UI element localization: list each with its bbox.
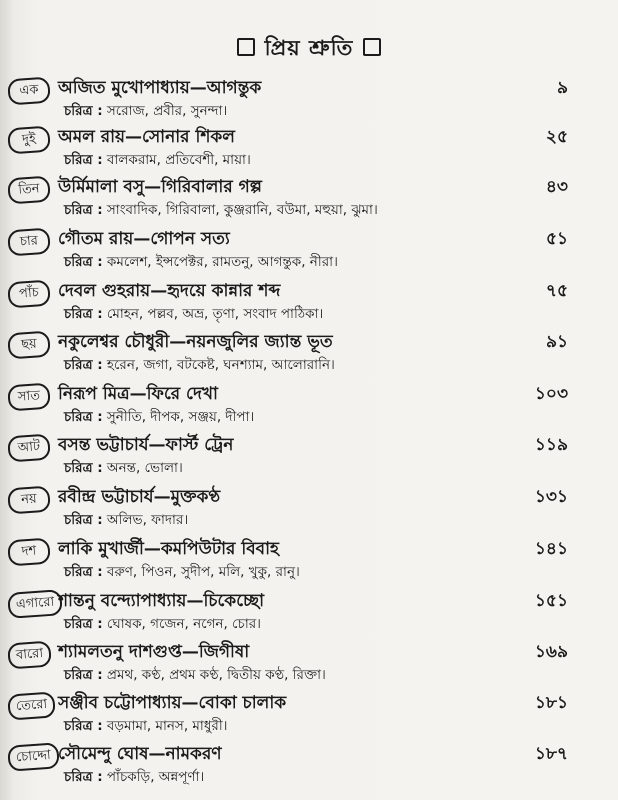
entry-dash: — <box>144 177 162 197</box>
title-box-left-icon <box>237 38 255 56</box>
entry-page-number: ৪৩ <box>545 177 568 197</box>
characters-label: চরিত্র : <box>64 667 103 683</box>
entry-story-title: আগন্তুক <box>206 78 262 98</box>
characters-list: মোহন, পল্লব, অভ্র, তৃণা, সংবাদ পাঠিকা। <box>106 306 324 322</box>
entry-number-badge: ছয় <box>7 331 51 360</box>
entry-page-number: ২৫ <box>545 127 568 147</box>
toc-entry <box>0 278 618 324</box>
entry-characters <box>64 304 323 324</box>
entry-heading <box>58 124 235 150</box>
entry-dash: — <box>133 229 151 249</box>
entry-number-badge: এক <box>7 77 51 106</box>
entry-characters <box>64 252 338 272</box>
characters-label: চরিত্র : <box>64 306 103 322</box>
entry-dash: — <box>125 127 143 147</box>
entry-page-number: ১৪১ <box>534 539 568 559</box>
entry-number-badge: চার <box>7 228 51 257</box>
characters-label: চরিত্র : <box>64 718 103 734</box>
entry-page-number: ১০৩ <box>534 384 568 404</box>
characters-list: হরেন, জগা, বটকেষ্ট, ঘনশ্যাম, আলোরানি। <box>106 357 335 373</box>
entry-author: সঞ্জীব চট্টোপাধ্যায় <box>58 693 182 713</box>
entry-story-title: ফিরে দেখা <box>146 384 218 404</box>
entry-number-badge: তেরো <box>7 691 56 720</box>
characters-list: সরোজ, প্রবীর, সুনন্দা। <box>106 103 228 119</box>
entry-heading <box>58 381 218 407</box>
entry-story-title: ফার্স্ট ট্রেন <box>165 435 234 455</box>
entry-story-title: হৃদয়ে কান্নার শব্দ <box>167 281 281 301</box>
entry-heading <box>58 536 279 562</box>
entry-page-number: ১১৯ <box>534 435 568 455</box>
characters-label: চরিত্র : <box>64 254 103 270</box>
entry-dash: — <box>181 642 199 662</box>
entry-characters <box>64 101 227 121</box>
entry-characters <box>64 150 251 170</box>
entry-story-title: মুক্তকণ্ঠ <box>170 487 221 507</box>
entry-page-number: ১৩১ <box>534 487 568 507</box>
entry-page-number: ৯ <box>556 78 568 98</box>
characters-list: কমলেশ, ইন্সপেক্টর, রামতনু, আগন্তুক, নীরা। <box>106 254 338 270</box>
entry-dash: — <box>189 78 207 98</box>
entry-dash: — <box>153 487 171 507</box>
entry-dash: — <box>148 435 166 455</box>
characters-label: চরিত্র : <box>64 152 103 168</box>
entry-number-badge: তিন <box>7 176 51 205</box>
entry-author: শ্যামলতনু দাশগুপ্ত <box>58 642 182 662</box>
toc-entry <box>0 639 618 685</box>
toc-entry <box>0 536 618 582</box>
entry-characters <box>64 458 183 478</box>
entry-story-title: গোপন সত্য <box>150 229 230 249</box>
entry-number-badge: চোদ্দো <box>7 742 59 771</box>
entry-dash: — <box>148 744 166 764</box>
entry-characters <box>64 200 378 220</box>
characters-list: অলিভ, ফাদার। <box>106 512 189 528</box>
characters-label: চরিত্র : <box>64 769 103 785</box>
entry-story-title: সোনার শিকল <box>142 127 235 147</box>
entry-heading <box>58 484 220 510</box>
entry-page-number: ৭৫ <box>545 281 568 301</box>
characters-label: চরিত্র : <box>64 409 103 425</box>
characters-list: পাঁচকড়ি, অন্নপূর্ণা। <box>106 769 205 785</box>
entry-heading <box>58 588 264 614</box>
characters-label: চরিত্র : <box>64 616 103 632</box>
entry-characters <box>64 767 204 787</box>
entry-story-title: জিগীষা <box>198 642 250 662</box>
entry-author: বসন্ত ভট্টাচার্য <box>58 435 149 455</box>
characters-list: প্রমথ, কণ্ঠ, প্রথম কণ্ঠ, দ্বিতীয় কণ্ঠ, রিক্তা। <box>106 667 326 683</box>
entry-number-badge: পাঁচ <box>7 280 51 309</box>
entry-story-title: নয়নজুলির জ্যান্ত ভূত <box>186 332 333 352</box>
entry-heading <box>58 75 261 101</box>
characters-label: চরিত্র : <box>64 103 103 119</box>
entry-dash: — <box>129 384 147 404</box>
entry-author: অমল রায় <box>58 127 126 147</box>
entry-author: উর্মিমালা বসু <box>58 177 145 197</box>
toc-entry <box>0 226 618 272</box>
entry-heading <box>58 226 230 252</box>
toc-entry <box>0 588 618 634</box>
toc-entry <box>0 329 618 375</box>
entry-heading <box>58 639 249 665</box>
entry-dash: — <box>150 281 168 301</box>
toc-entry <box>0 174 618 220</box>
toc-entry <box>0 381 618 427</box>
entry-author: নকুলেশ্বর চৌধুরী <box>58 332 170 352</box>
entry-page-number: ১৫১ <box>534 591 568 611</box>
toc-entry <box>0 75 618 121</box>
entry-author: অজিত মুখোপাধ্যায় <box>58 78 190 98</box>
characters-list: ঘোষক, গজেন, নগেন, চোর। <box>106 616 261 632</box>
entry-number-badge: আট <box>7 434 51 463</box>
toc-entry <box>0 484 618 530</box>
entry-characters <box>64 614 261 634</box>
entry-author: সৌমেন্দু ঘোষ <box>58 744 149 764</box>
entry-number-badge: দশ <box>7 538 51 567</box>
entry-page-number: ১৬৯ <box>534 642 568 662</box>
entry-characters <box>64 665 326 685</box>
page-title: প্রিয় শ্রুতি <box>0 32 618 67</box>
characters-label: চরিত্র : <box>64 460 103 476</box>
entry-author: রবীন্দ্র ভট্টাচার্য <box>58 487 154 507</box>
characters-list: বালকরাম, প্রতিবেশী, মায়া। <box>106 152 251 168</box>
entry-heading <box>58 278 280 304</box>
entry-author: শান্তনু বন্দ্যোপাধ্যায় <box>58 591 187 611</box>
entry-dash: — <box>181 693 199 713</box>
toc-entry <box>0 690 618 736</box>
entry-page-number: ৫১ <box>545 229 568 249</box>
characters-label: চরিত্র : <box>64 564 103 580</box>
entry-number-badge: সাত <box>7 383 51 412</box>
entry-number-badge: বারো <box>7 641 52 670</box>
entry-heading <box>58 690 286 716</box>
entry-story-title: চিকেচ্ছো <box>203 591 265 611</box>
entry-characters <box>64 407 254 427</box>
entry-characters <box>64 716 228 736</box>
characters-list: সুনীতি, দীপক, সঞ্জয়, দীপা। <box>106 409 255 425</box>
toc-entry <box>0 432 618 478</box>
characters-label: চরিত্র : <box>64 357 103 373</box>
entry-page-number: ৯১ <box>545 332 568 352</box>
entry-number-badge: দুই <box>7 126 51 155</box>
characters-list: অনন্ত, ভোলা। <box>106 460 183 476</box>
entry-author: নিরূপ মিত্র <box>58 384 130 404</box>
entry-dash: — <box>186 591 204 611</box>
entry-dash: — <box>169 332 187 352</box>
entry-heading <box>58 741 222 767</box>
entry-story-title: কমপিউটার বিবাহ <box>160 539 279 559</box>
title-box-right-icon <box>363 38 381 56</box>
characters-list: সাংবাদিক, গিরিবালা, কুঞ্জরানি, বউমা, মহুয়া, ঝুমা। <box>106 202 378 218</box>
entry-story-title: বোকা চালাক <box>198 693 287 713</box>
entry-author: লাকি মুখার্জী <box>58 539 144 559</box>
entry-characters <box>64 355 335 375</box>
toc-entry <box>0 124 618 170</box>
entry-author: দেবল গুহরায় <box>58 281 151 301</box>
characters-list: বরুণ, পিওন, সুদীপ, মলি, খুকু, রানু। <box>106 564 300 580</box>
entry-page-number: ১৮৭ <box>534 744 568 764</box>
entry-heading <box>58 329 333 355</box>
entry-number-badge: এগারো <box>7 589 63 619</box>
entry-author: গৌতম রায় <box>58 229 134 249</box>
characters-label: চরিত্র : <box>64 202 103 218</box>
entry-story-title: নামকরণ <box>165 744 222 764</box>
characters-label: চরিত্র : <box>64 512 103 528</box>
entry-heading <box>58 432 233 458</box>
entry-heading <box>58 174 262 200</box>
entry-number-badge: নয় <box>7 486 51 515</box>
characters-list: বড়মামা, মানস, মাধুরী। <box>106 718 228 734</box>
toc-entry <box>0 741 618 787</box>
entry-story-title: গিরিবালার গল্প <box>161 177 262 197</box>
entry-dash: — <box>143 539 161 559</box>
entry-characters <box>64 510 188 530</box>
entry-characters <box>64 562 300 582</box>
entry-page-number: ১৮১ <box>534 693 568 713</box>
